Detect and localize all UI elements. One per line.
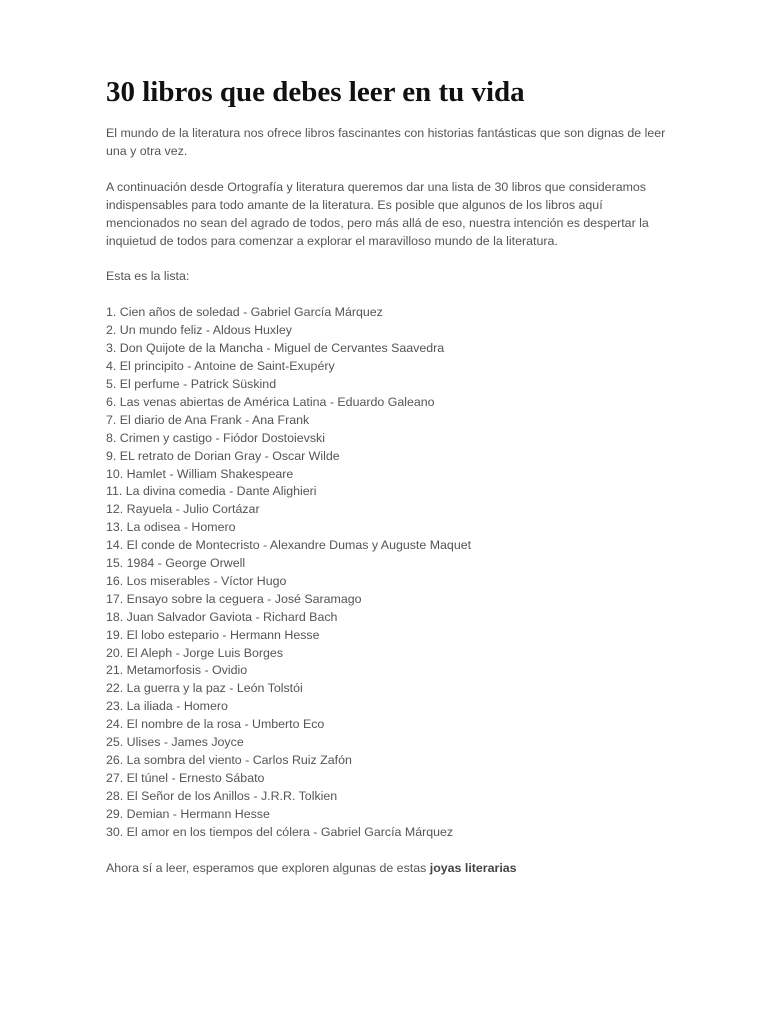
- list-item: 27. El túnel - Ernesto Sábato: [106, 770, 265, 785]
- closing-paragraph: [106, 860, 666, 878]
- list-item: 11. La divina comedia - Dante Alighieri: [106, 484, 317, 499]
- body-paragraph: A continuación desde Ortografía y literatura queremos dar una lista de 30 libros que consideramos indispensables para todo amante de la literatura. Es posible que algunos de los libros aquí mencionados no sean del agrado de todos, pero más allá de eso, nuestra intención es despertar la inquietud de todos para comenzar a explorar el maravilloso mundo de la literatura.: [106, 179, 649, 248]
- list-item: 5. El perfume - Patrick Süskind: [106, 376, 277, 391]
- list-item: 20. El Aleph - Jorge Luis Borges: [106, 645, 284, 660]
- list-item: 10. Hamlet - William Shakespeare: [106, 466, 294, 481]
- list-item: 21. Metamorfosis - Ovidio: [106, 663, 248, 678]
- list-item: 29. Demian - Hermann Hesse: [106, 806, 270, 821]
- closing-text: Ahora sí a leer, esperamos que exploren algunas de estas: [106, 860, 430, 875]
- closing-bold-link: joyas literarias: [429, 860, 517, 875]
- list-item: 3. Don Quijote de la Mancha - Miguel de Cervantes Saavedra: [106, 341, 445, 356]
- list-item: 12. Rayuela - Julio Cortázar: [106, 502, 260, 517]
- list-item: 26. La sombra del viento - Carlos Ruiz Zafón: [106, 753, 352, 767]
- page-title: 30 libros que debes leer en tu vida: [106, 76, 525, 108]
- list-item: 30. El amor en los tiempos del cólera - Gabriel García Márquez: [106, 824, 454, 839]
- list-item: 13. La odisea - Homero: [106, 520, 236, 535]
- list-item: 19. El lobo estepario - Hermann Hesse: [106, 627, 320, 642]
- list-item: 14. El conde de Montecristo - Alexandre Dumas y Auguste Maquet: [106, 538, 472, 553]
- list-item: 15. 1984 - George Orwell: [106, 556, 246, 571]
- list-item: 18. Juan Salvador Gaviota - Richard Bach: [106, 609, 338, 624]
- list-item: 8. Crimen y castigo - Fiódor Dostoievski: [106, 430, 325, 445]
- book-list: [106, 304, 666, 841]
- list-item: 25. Ulises - James Joyce: [106, 735, 244, 750]
- list-item: 17. Ensayo sobre la ceguera - José Saramago: [106, 591, 362, 606]
- list-item: 6. Las venas abiertas de América Latina - Eduardo Galeano: [106, 394, 435, 409]
- list-item: 23. La iliada - Homero: [106, 699, 228, 714]
- list-item: 24. El nombre de la rosa - Umberto Eco: [106, 717, 325, 732]
- intro-paragraph: El mundo de la literatura nos ofrece libros fascinantes con historias fantásticas que son dignas de leer una y otra vez.: [106, 126, 666, 158]
- list-item: 16. Los miserables - Víctor Hugo: [106, 573, 287, 588]
- article-body: [106, 125, 666, 877]
- list-item: 9. EL retrato de Dorian Gray - Oscar Wilde: [106, 448, 340, 463]
- list-intro: Esta es la lista:: [106, 269, 190, 284]
- list-item: 1. Cien años de soledad - Gabriel García Márquez: [106, 305, 383, 320]
- list-item: 2. Un mundo feliz - Aldous Huxley: [106, 323, 292, 338]
- list-item: 4. El principito - Antoine de Saint-Exupéry: [106, 359, 335, 374]
- list-item: 7. El diario de Ana Frank - Ana Frank: [106, 412, 310, 427]
- list-item: 28. El Señor de los Anillos - J.R.R. Tolkien: [106, 788, 338, 803]
- list-item: 22. La guerra y la paz - León Tolstói: [106, 681, 303, 696]
